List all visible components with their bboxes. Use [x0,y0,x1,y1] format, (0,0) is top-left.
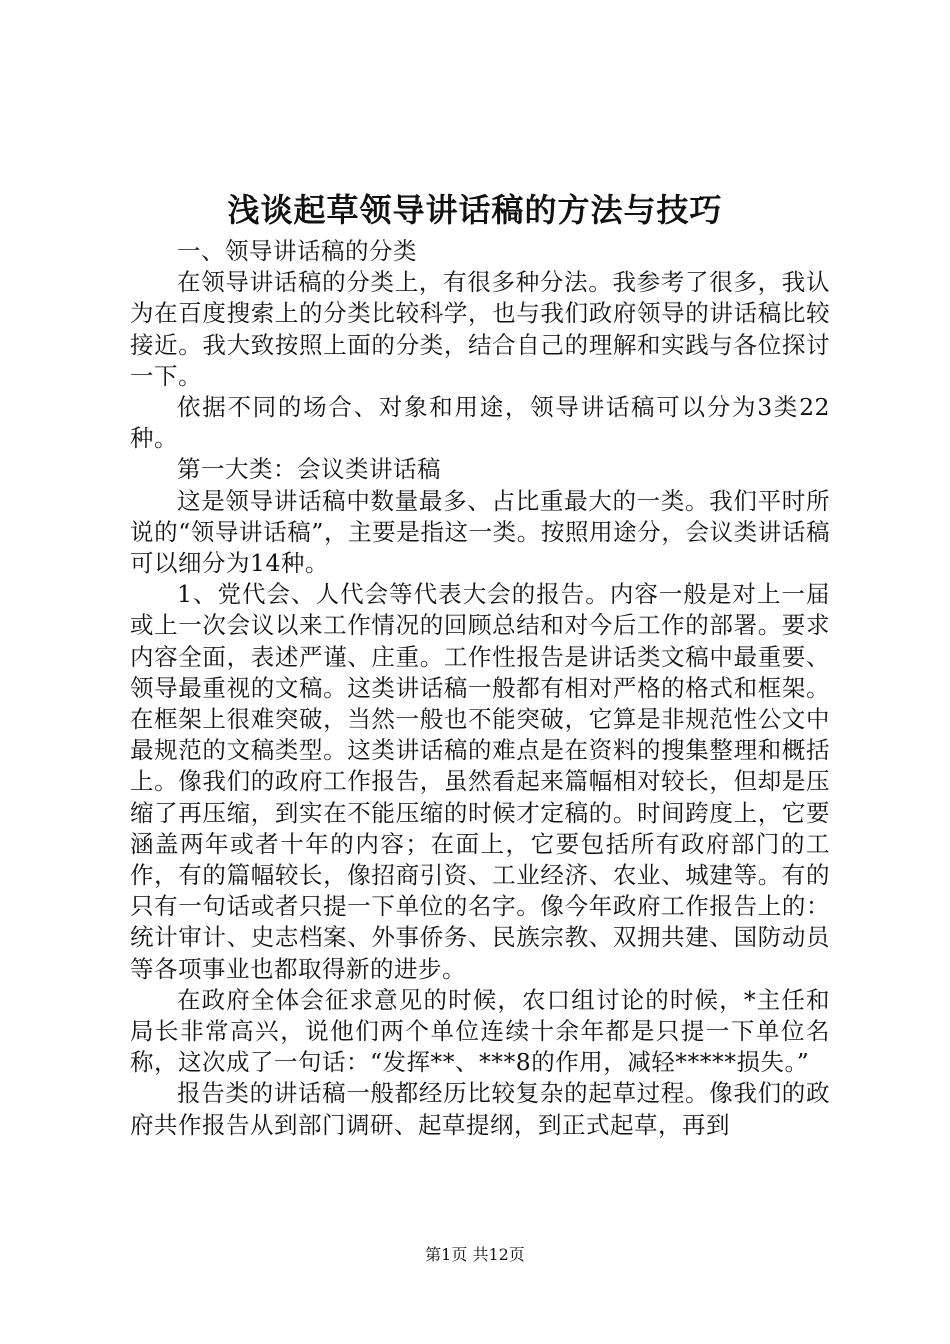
paragraph: 1、党代会、人代会等代表大会的报告。内容一般是对上一届或上一次会议以来工作情况的回顾总结和对今后工作的部署。要求内容全面，表述严谨、庄重。工作性报告是讲话类文稿中最重要、领导最重视的文稿。这类讲话稿一般都有相对严格的格式和框架。在框架上很难突破，当然一般也不能突破，它算是非规范性公文中最规范的文稿类型。这类讲话稿的难点是在资料的搜集整理和概括上。像我们的政府工作报告，虽然看起来篇幅相对较长，但却是压缩了再压缩，到实在不能压缩的时候才定稿的。时间跨度上，它要涵盖两年或者十年的内容；在面上，它要包括所有政府部门的工作，有的篇幅较长，像招商引资、工业经济、农业、城建等。有的只有一句话或者只提一下单位的名字。像今年政府工作报告上的：统计审计、史志档案、外事侨务、民族宗教、双拥共建、国防动员等各项事业也都取得新的进步。 [130,580,830,983]
page-footer [0,1243,950,1267]
paragraph: 第一大类：会议类讲话稿 [177,455,441,484]
paragraph: 在领导讲话稿的分类上，有很多种分法。我参考了很多，我认为在百度搜索上的分类比较科学，也与我们政府领导的讲话稿比较接近。我大致按照上面的分类，结合自己的理解和实践与各位探讨一下。 [130,268,830,390]
paragraph: 在政府全体会征求意见的时候，农口组讨论的时候，*主任和局长非常高兴，说他们两个单位连续十余年都是只提一下单位名称，这次成了一句话：“发挥**、***8的作用，减轻*****损失。” [130,985,830,1077]
document-body [130,236,830,1141]
paragraph: 报告类的讲话稿一般都经历比较复杂的起草过程。像我们的政府共作报告从到部门调研、起草提纲，到正式起草，再到 [130,1079,830,1139]
paragraph: 依据不同的场合、对象和用途，领导讲话稿可以分为3类22种。 [130,393,830,453]
paragraph: 这是领导讲话稿中数量最多、占比重最大的一类。我们平时所说的“领导讲话稿”，主要是指这一类。按照用途分，会议类讲话稿可以细分为14种。 [130,486,830,578]
document-title: 浅谈起草领导讲话稿的方法与技巧 [227,191,723,229]
paragraph: 一、领导讲话稿的分类 [177,237,417,265]
page-number: 第1页 共12页 [425,1245,525,1264]
